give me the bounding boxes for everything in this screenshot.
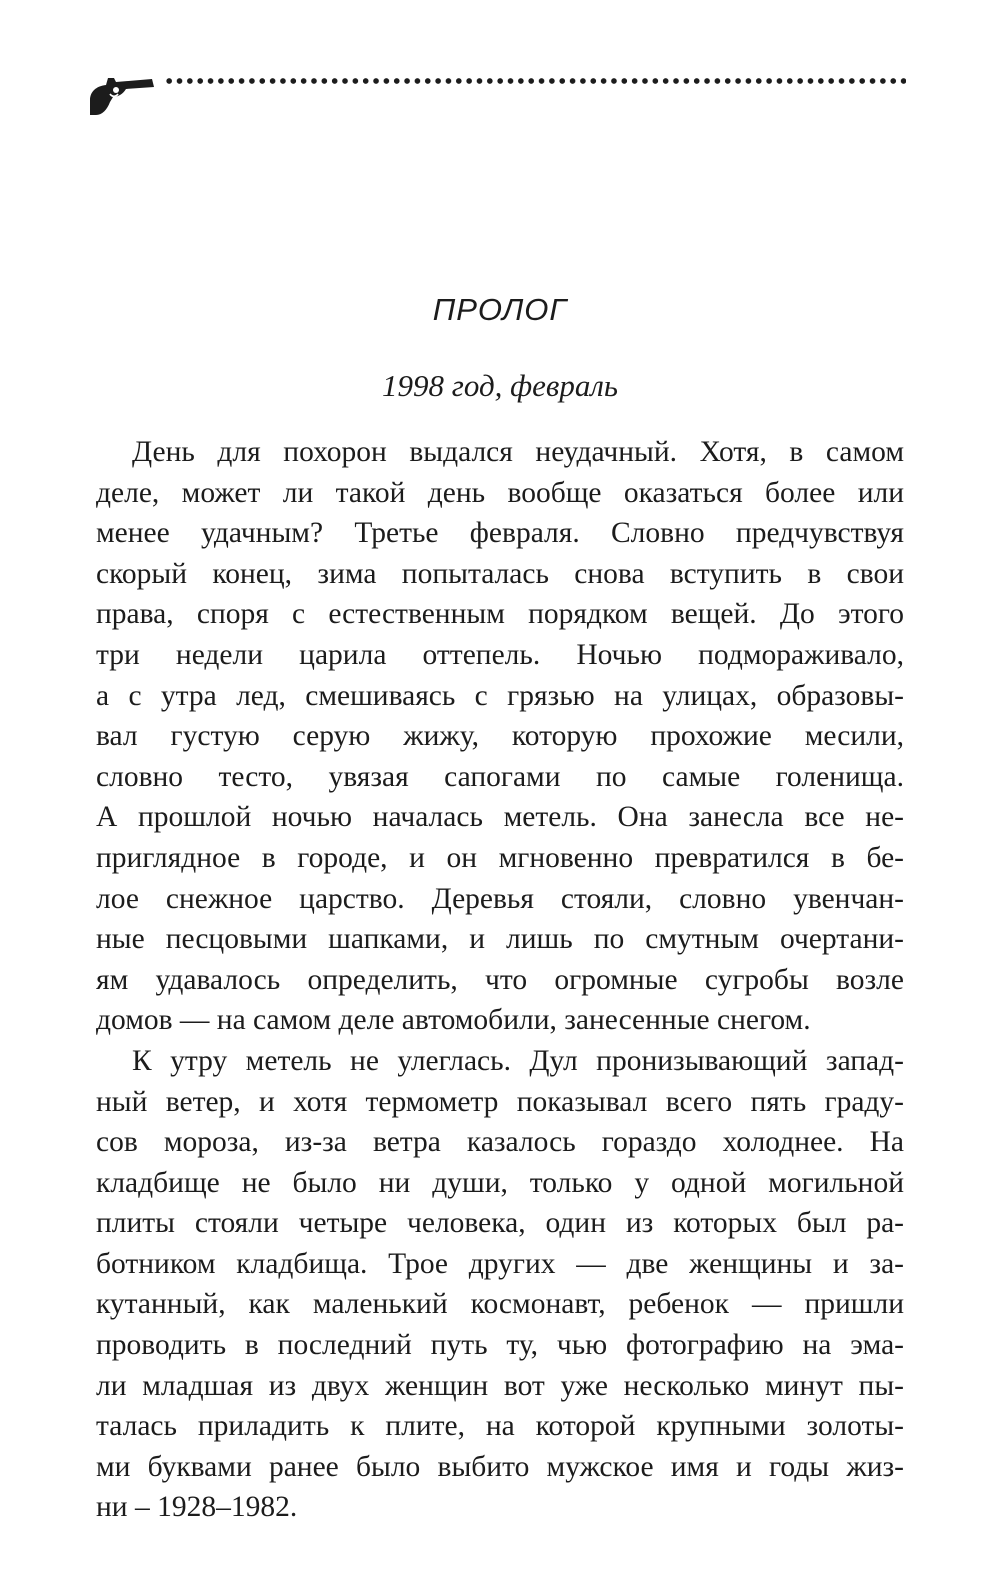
text-line: талась приладить к плите, на которой крупными золоты- — [96, 1410, 904, 1443]
text-line: скорый конец, зима попыталась снова вступить в свои — [96, 557, 904, 590]
chapter-date: 1998 год, февраль — [382, 368, 618, 403]
text-line: ботником кладбища. Трое других — две женщины и за- — [96, 1247, 904, 1280]
text-line: ные песцовыми шапками, и лишь по смутным очертани- — [96, 923, 904, 956]
body-text — [96, 432, 904, 1528]
revolver-icon — [86, 70, 156, 118]
text-line: кладбище не было ни души, только у одной могильной — [96, 1166, 904, 1199]
text-line: деле, может ли такой день вообще оказаться более или — [96, 476, 904, 509]
text-line: вал густую серую жижу, которую прохожие месили, — [96, 720, 904, 753]
text-line: ный ветер, и хотя термометр показывал всего пять граду- — [96, 1085, 904, 1118]
paragraph — [96, 1041, 904, 1528]
page-header — [86, 70, 906, 120]
text-line: ни – 1928–1982. — [96, 1491, 298, 1524]
text-line: ям удавалось определить, что огромные сугробы возле — [96, 963, 904, 996]
text-line: приглядное в городе, и он мгновенно превратился в бе- — [96, 841, 904, 874]
text-line: плиты стояли четыре человека, один из которых был ра- — [96, 1207, 904, 1240]
dotted-rule — [164, 77, 906, 85]
text-line: День для похорон выдался неудачный. Хотя, в самом — [132, 436, 904, 468]
text-line: кутанный, как маленький космонавт, ребенок — пришли — [96, 1288, 904, 1321]
text-line: сов мороза, из-за ветра казалось гораздо холоднее. На — [96, 1126, 904, 1159]
text-line: домов — на самом деле автомобили, занесенные снегом. — [96, 1004, 811, 1037]
text-line: К утру метель не улеглась. Дул пронизывающий запад- — [132, 1044, 904, 1077]
text-line: лое снежное царство. Деревья стояли, словно увенчан- — [96, 882, 904, 915]
text-line: менее удачным? Третье февраля. Словно предчувствуя — [96, 517, 904, 550]
text-line: три недели царила оттепель. Ночью подмораживало, — [96, 638, 904, 671]
text-line: ми буквами ранее было выбито мужское имя и годы жиз- — [96, 1450, 904, 1483]
chapter-title: ПРОЛОГ — [432, 292, 568, 327]
paragraph — [96, 432, 904, 1041]
text-line: проводить в последний путь ту, чью фотографию на эма- — [96, 1329, 904, 1362]
text-line: А прошлой ночью началась метель. Она занесла все не- — [96, 801, 904, 834]
text-line: а с утра лед, смешиваясь с грязью на улицах, образовы- — [96, 679, 904, 712]
text-line: словно тесто, увязая сапогами по самые голенища. — [96, 760, 904, 793]
text-line: права, споря с естественным порядком вещей. До этого — [96, 598, 904, 631]
text-line: ли младшая из двух женщин вот уже несколько минут пы- — [96, 1369, 904, 1402]
